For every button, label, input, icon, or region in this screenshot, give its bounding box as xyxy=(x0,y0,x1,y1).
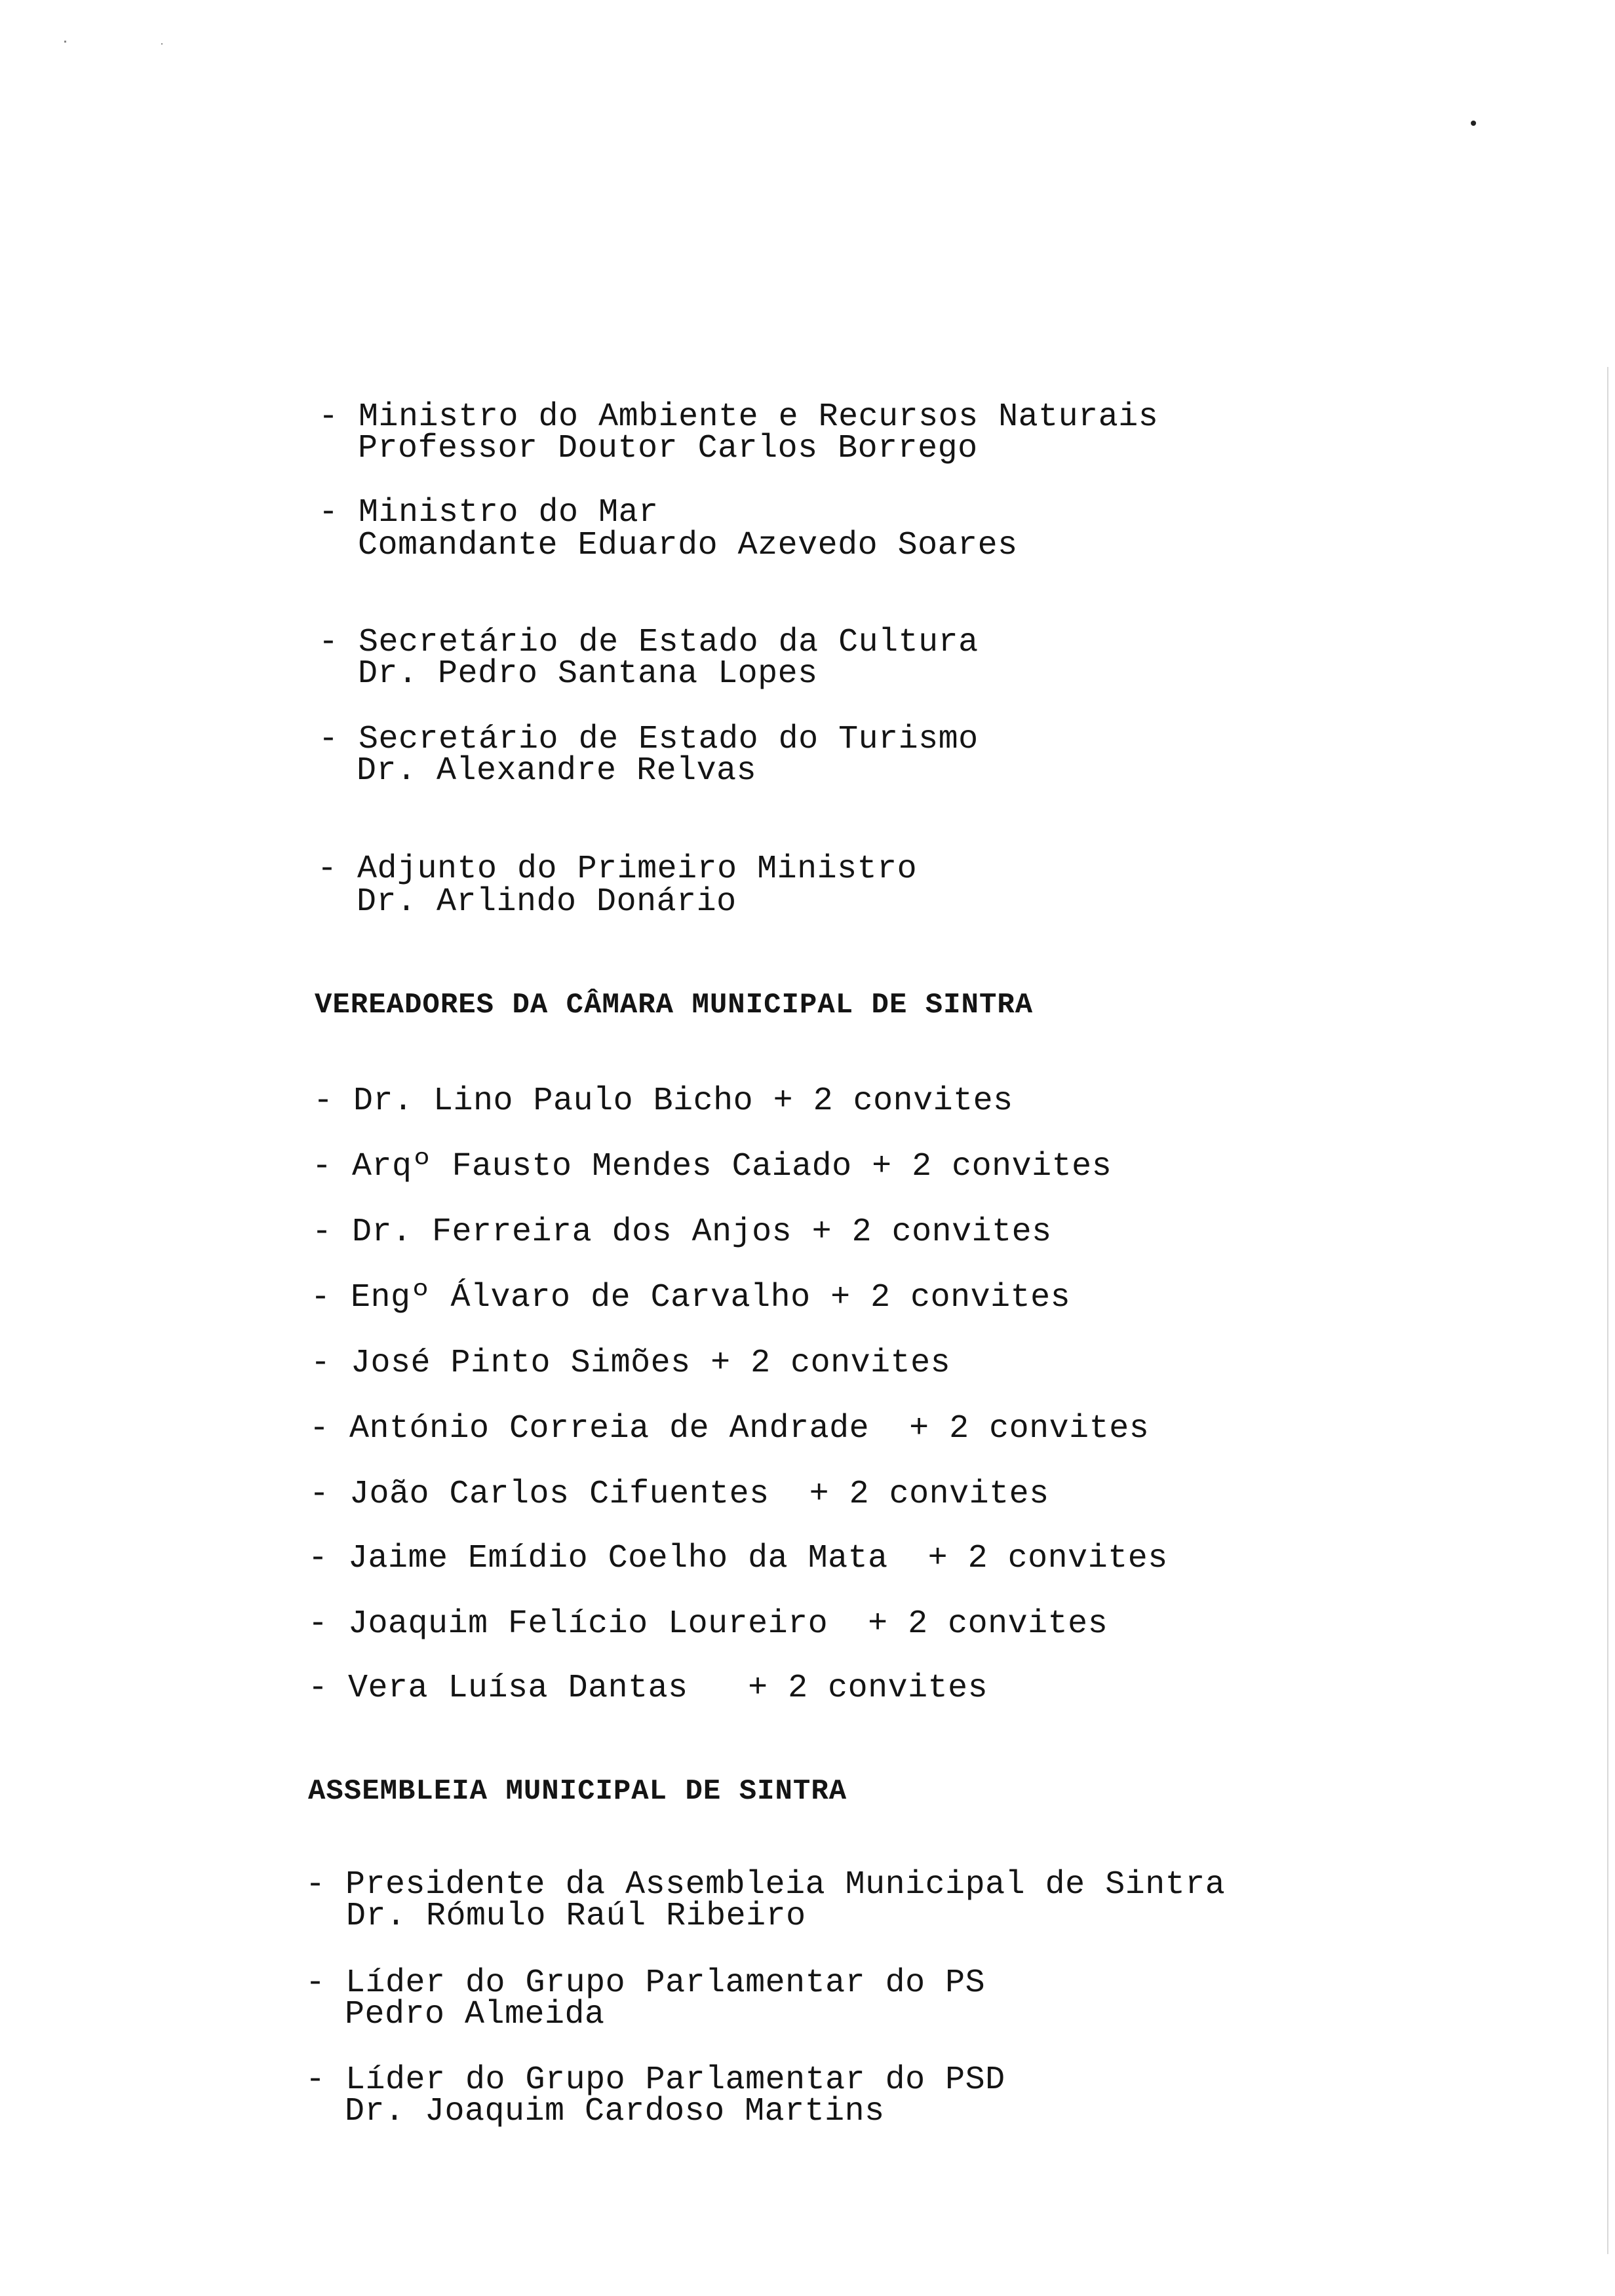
minister-name: Comandante Eduardo Azevedo Soares xyxy=(358,527,1018,564)
minister-name: Professor Doutor Carlos Borrego xyxy=(358,430,978,467)
list-item: - José Pinto Simões + 2 convites xyxy=(311,1345,951,1382)
minister-role: - Ministro do Ambiente e Recursos Naturais xyxy=(319,398,1159,436)
scan-speck-top-left-2 xyxy=(161,43,163,45)
assembleia-name: Dr. Rómulo Raúl Ribeiro xyxy=(346,1898,806,1935)
scan-edge-line xyxy=(1607,367,1608,2254)
list-item: - João Carlos Cifuentes + 2 convites xyxy=(309,1476,1049,1513)
minister-role: - Ministro do Mar xyxy=(319,494,659,531)
list-item: - António Correia de Andrade + 2 convites xyxy=(309,1410,1150,1447)
section-heading-assembleia: ASSEMBLEIA MUNICIPAL DE SINTRA xyxy=(308,1775,847,1808)
section-heading-vereadores: VEREADORES DA CÂMARA MUNICIPAL DE SINTRA xyxy=(315,989,1034,1022)
assembleia-role: - Presidente da Assembleia Municipal de Sintra xyxy=(305,1866,1226,1904)
scan-speck-top-left xyxy=(64,41,66,43)
list-item: - Dr. Lino Paulo Bicho + 2 convites xyxy=(313,1082,1013,1120)
minister-role: - Secretário de Estado da Cultura xyxy=(319,624,979,661)
list-item: - Engº Álvaro de Carvalho + 2 convites xyxy=(311,1279,1071,1316)
minister-role: - Adjunto do Primeiro Ministro xyxy=(317,851,918,888)
assembleia-name: Dr. Joaquim Cardoso Martins xyxy=(345,2093,885,2130)
minister-role: - Secretário de Estado do Turismo xyxy=(319,721,979,758)
list-item: - Vera Luísa Dantas + 2 convites xyxy=(308,1670,988,1707)
assembleia-role: - Líder do Grupo Parlamentar do PS xyxy=(305,1964,986,2002)
list-item: - Arqº Fausto Mendes Caiado + 2 convites xyxy=(312,1148,1112,1185)
assembleia-name: Pedro Almeida xyxy=(345,1996,605,2033)
scan-dot-top-right xyxy=(1471,121,1476,126)
list-item: - Joaquim Felício Loureiro + 2 convites xyxy=(308,1605,1108,1643)
minister-name: Dr. Alexandre Relvas xyxy=(357,752,757,790)
list-item: - Jaime Emídio Coelho da Mata + 2 convites xyxy=(308,1540,1168,1577)
assembleia-role: - Líder do Grupo Parlamentar do PSD xyxy=(305,2061,1005,2099)
minister-name: Dr. Arlindo Donário xyxy=(357,883,737,921)
list-item: - Dr. Ferreira dos Anjos + 2 convites xyxy=(312,1214,1052,1251)
minister-name: Dr. Pedro Santana Lopes xyxy=(358,655,818,693)
